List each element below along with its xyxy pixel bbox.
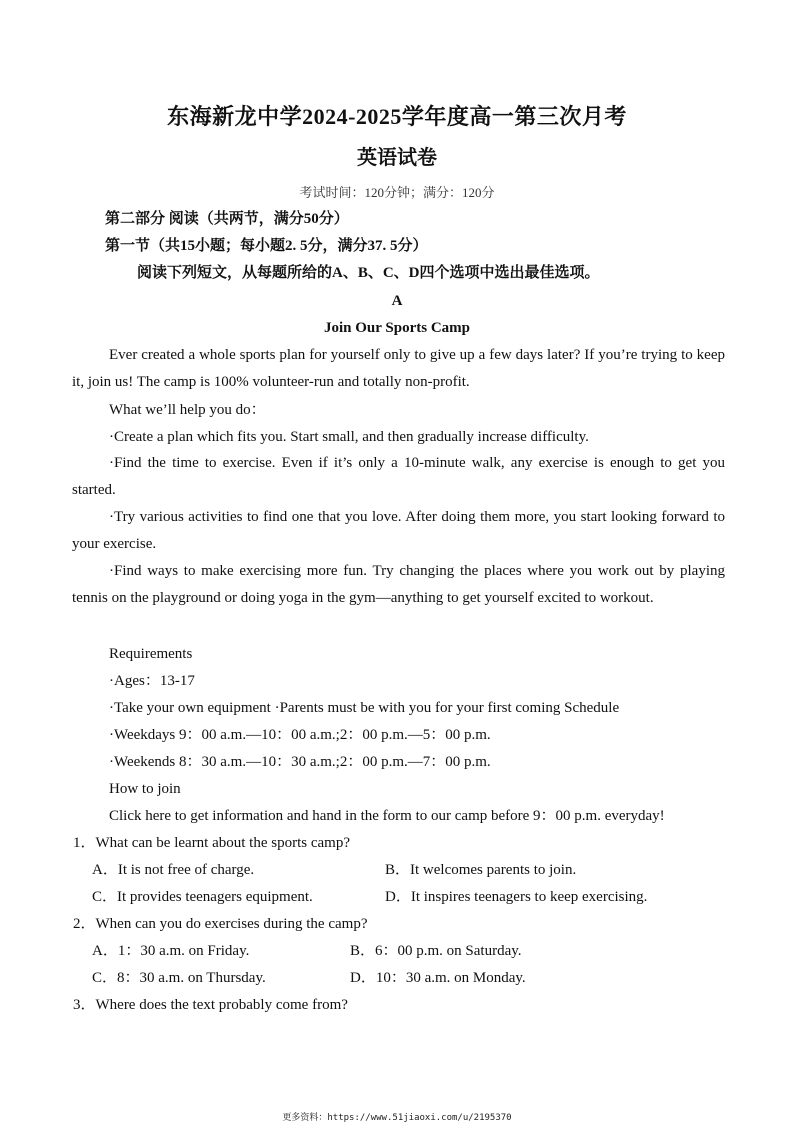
passage-title: Join Our Sports Camp <box>323 320 470 336</box>
schedule-weekdays: ·Weekdays 9：00 a.m.—10：00 a.m.;2：00 p.m.—5：00 p.m. <box>109 727 491 743</box>
question-2-stem: 2．When can you do exercises during the camp? <box>73 916 368 932</box>
help-point-3: ·Try various activities to find one that you love. After doing them more, you start looking forward to your exercise. <box>72 509 725 552</box>
join-text: Click here to get information and hand in the form to our camp before 9：00 p.m. everyday! <box>109 808 665 824</box>
question-1-option-a: A．It is not free of charge. <box>92 862 255 878</box>
exam-title: 东海新龙中学2024-2025学年度高一第三次月考 <box>167 104 627 129</box>
requirements-heading: Requirements <box>109 646 193 662</box>
requirement-equipment: ·Take your own equipment ·Parents must be with you for your first coming Schedule <box>109 700 620 716</box>
question-2-option-a: A．1：30 a.m. on Friday. <box>92 943 250 959</box>
question-2-option-c: C．8：30 a.m. on Thursday. <box>92 970 266 986</box>
help-point-2: ·Find the time to exercise. Even if it’s only a 10-minute walk, any exercise is enough to get you started. <box>72 455 725 498</box>
instruction: 阅读下列短文，从每题所给的A、B、C、D四个选项中选出最佳选项。 <box>137 265 600 281</box>
question-1-stem: 1．What can be learnt about the sports camp? <box>73 835 350 851</box>
help-point-1: ·Create a plan which fits you. Start small, and then gradually increase difficulty. <box>109 429 589 445</box>
question-3-stem: 3．Where does the text probably come from? <box>73 997 348 1013</box>
question-1-option-c: C．It provides teenagers equipment. <box>92 889 313 905</box>
schedule-weekends: ·Weekends 8：30 a.m.—10：30 a.m.;2：00 p.m.—7：00 p.m. <box>109 754 491 770</box>
help-heading: What we’ll help you do： <box>109 402 266 418</box>
question-2-option-d: D．10：30 a.m. on Monday. <box>350 970 526 986</box>
passage-label: A <box>391 293 403 309</box>
question-2-option-b: B．6：00 p.m. on Saturday. <box>350 943 522 959</box>
passage-intro: Ever created a whole sports plan for yourself only to give up a few days later? If you’re trying to keep it, join us! The camp is 100% volunteer-run and totally non-profit. <box>72 347 725 390</box>
footer-source: 更多资料：https://www.51jiaoxi.com/u/2195370 <box>282 1113 512 1123</box>
exam-info: 考试时间：120分钟；满分：120分 <box>299 185 495 200</box>
subsection-heading: 第一节（共15小题；每小题2. 5分，满分37. 5分） <box>105 238 428 254</box>
join-heading: How to join <box>109 781 181 797</box>
section-heading: 第二部分 阅读（共两节，满分50分） <box>105 211 349 227</box>
help-point-4: ·Find ways to make exercising more fun. Try changing the places where you work out by playing tennis on the playground or doing yoga in the gym—anything to get yourself excited to workout. <box>72 563 725 606</box>
exam-subtitle: 英语试卷 <box>357 147 437 169</box>
requirement-ages: ·Ages：13-17 <box>109 673 195 689</box>
question-1-option-b: B．It welcomes parents to join. <box>385 862 577 878</box>
question-1-option-d: D．It inspires teenagers to keep exercising. <box>385 889 648 905</box>
